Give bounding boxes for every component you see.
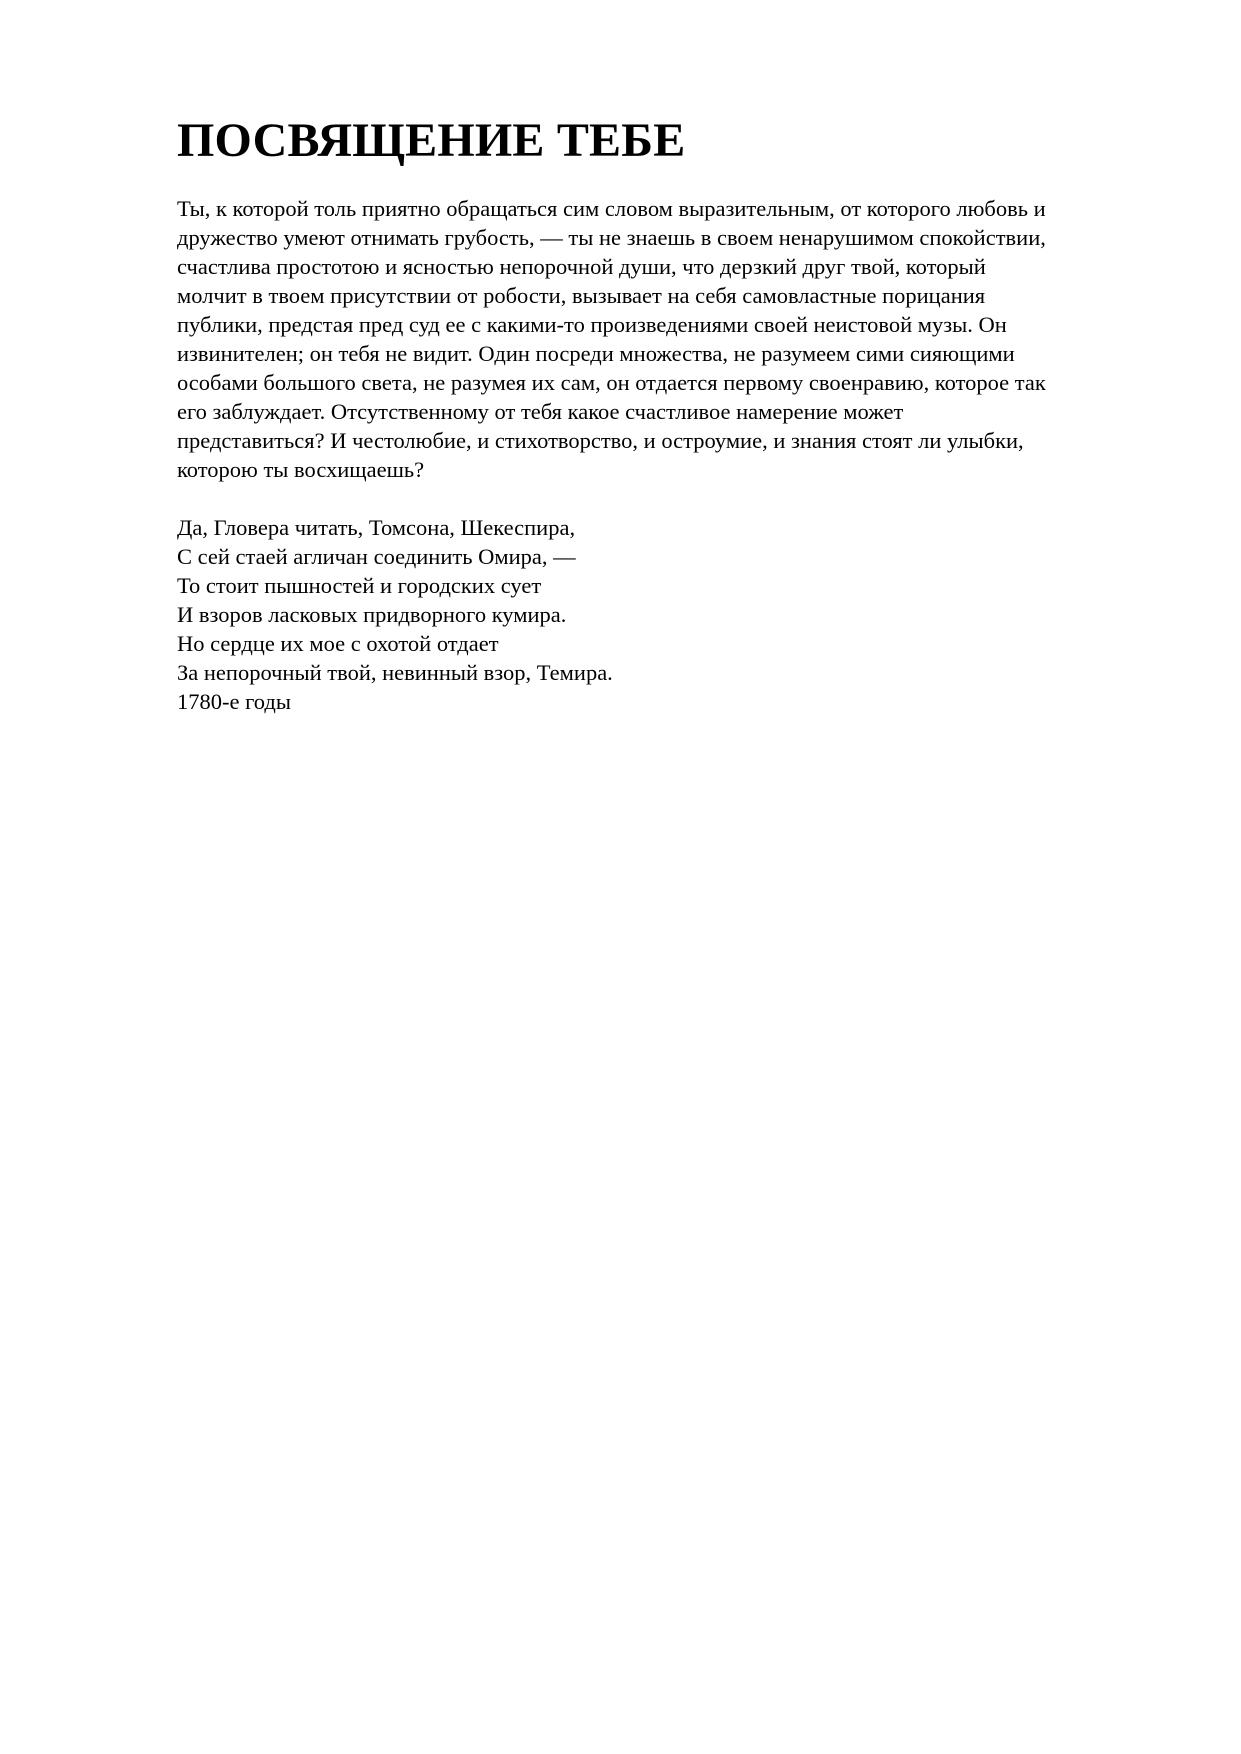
poem-line: И взоров ласковых придворного кумира. — [177, 602, 567, 627]
paragraph-line: молчит в твоем присутствии от робости, вызывает на себя самовластные порицания — [177, 283, 986, 308]
poem-line: С сей стаей агличан соединить Омира, — — [177, 544, 576, 569]
document-page — [177, 110, 1177, 716]
paragraph-line: публики, предстая пред суд ее с какими-то произведениями своей неистовой музы. Он — [177, 312, 1007, 337]
document-title: ПОСВЯЩЕНИЕ ТЕБЕ — [177, 114, 686, 167]
paragraph-line: извинителен; он тебя не видит. Один посреди множества, не разумеем сими сияющими — [177, 341, 1015, 366]
poem-line: То стоит пышностей и городских сует — [177, 573, 542, 598]
paragraph-line: особами большого света, не разумея их сам, он отдается первому своенравию, которое так — [177, 370, 1046, 395]
paragraph-line: представиться? И честолюбие, и стихотворство, и остроумие, и знания стоят ли улыбки, — [177, 428, 1024, 453]
poem-date: 1780-е годы — [177, 689, 291, 714]
paragraph-line: дружество умеют отнимать грубость, — ты не знаешь в своем ненарушимом спокойствии, — [177, 225, 1046, 250]
poem-line: Но сердце их мое с охотой отдает — [177, 631, 499, 656]
paragraph-line: его заблуждает. Отсутственному от тебя какое счастливое намерение может — [177, 399, 904, 424]
paragraph-line: которою ты восхищаешь? — [177, 457, 425, 482]
poem-line: За непорочный твой, невинный взор, Темира. — [177, 660, 613, 685]
paragraph-line: Ты, к которой толь приятно обращаться сим словом выразительным, от которого любовь и — [177, 196, 1046, 221]
paragraph-line: счастлива простотою и ясностью непорочной души, что дерзкий друг твой, который — [177, 254, 986, 279]
prose-paragraph — [177, 194, 1177, 484]
poem-stanza — [177, 513, 1177, 716]
poem-line: Да, Гловера читать, Томсона, Шекеспира, — [177, 515, 576, 540]
